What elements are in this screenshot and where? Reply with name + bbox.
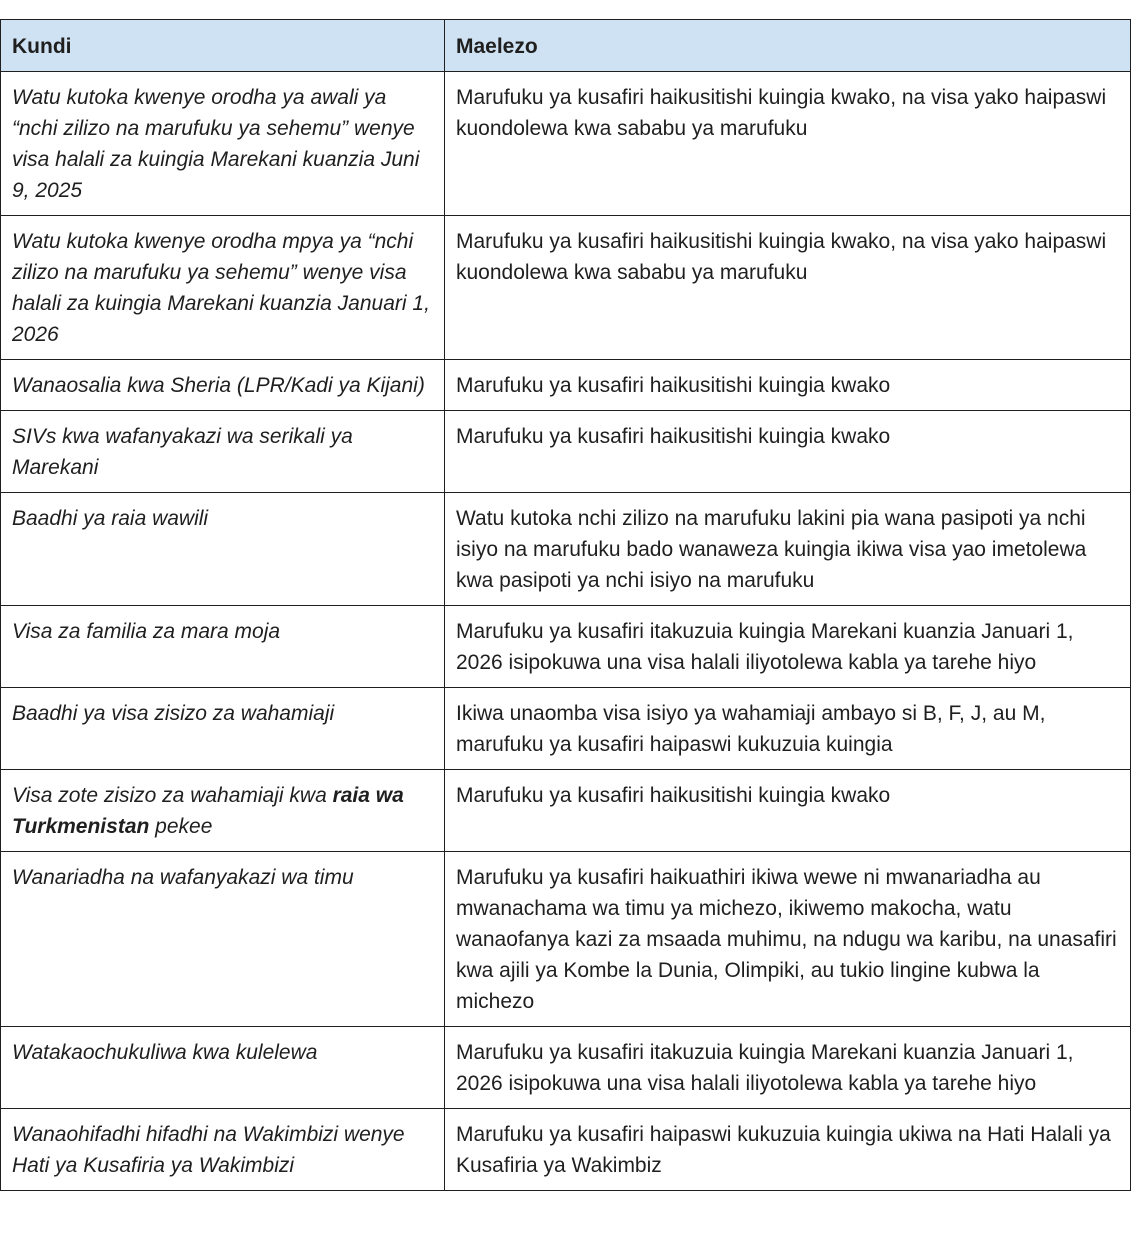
category-cell: Watakaochukuliwa kwa kulelewa [1, 1027, 445, 1109]
description-cell: Marufuku ya kusafiri itakuzuia kuingia Marekani kuanzia Januari 1, 2026 isipokuwa una visa halali iliyotolewa kabla ya tarehe hiyo [445, 1027, 1131, 1109]
description-cell: Ikiwa unaomba visa isiyo ya wahamiaji ambayo si B, F, J, au M, marufuku ya kusafiri haipaswi kukuzuia kuingia [445, 688, 1131, 770]
table-header-row [1, 20, 1131, 72]
table-row [1, 493, 1131, 606]
description-cell: Watu kutoka nchi zilizo na marufuku lakini pia wana pasipoti ya nchi isiyo na marufuku bado wanaweza kuingia ikiwa visa yao imetolewa kwa pasipoti ya nchi isiyo na marufuku [445, 493, 1131, 606]
category-cell: Watu kutoka kwenye orodha ya awali ya “nchi zilizo na marufuku ya sehemu” wenye visa halali za kuingia Marekani kuanzia Juni 9, 2025 [1, 72, 445, 216]
table-row [1, 688, 1131, 770]
category-text-bold: raia wa Turkmenistan [12, 784, 404, 838]
description-cell: Marufuku ya kusafiri haikusitishi kuingia kwako [445, 360, 1131, 411]
table-row [1, 411, 1131, 493]
travel-ban-table-container [0, 19, 1130, 1191]
category-text-pre: Visa zote zisizo za wahamiaji kwa [12, 784, 333, 807]
category-cell: Watu kutoka kwenye orodha mpya ya “nchi zilizo na marufuku ya sehemu” wenye visa halali za kuingia Marekani kuanzia Januari 1, 2026 [1, 216, 445, 360]
column-header-description: Maelezo [445, 20, 1131, 72]
table-row [1, 72, 1131, 216]
table-row [1, 852, 1131, 1027]
description-cell: Marufuku ya kusafiri haikusitishi kuingia kwako, na visa yako haipaswi kuondolewa kwa sababu ya marufuku [445, 216, 1131, 360]
table-row [1, 1027, 1131, 1109]
category-cell: Baadhi ya raia wawili [1, 493, 445, 606]
category-cell: Baadhi ya visa zisizo za wahamiaji [1, 688, 445, 770]
description-cell: Marufuku ya kusafiri haikusitishi kuingia kwako [445, 770, 1131, 852]
table-row [1, 216, 1131, 360]
column-header-category: Kundi [1, 20, 445, 72]
description-cell: Marufuku ya kusafiri itakuzuia kuingia Marekani kuanzia Januari 1, 2026 isipokuwa una visa halali iliyotolewa kabla ya tarehe hiyo [445, 606, 1131, 688]
category-cell [1, 770, 445, 852]
description-cell: Marufuku ya kusafiri haikusitishi kuingia kwako [445, 411, 1131, 493]
table-row [1, 606, 1131, 688]
category-cell: Wanaosalia kwa Sheria (LPR/Kadi ya Kijani) [1, 360, 445, 411]
category-cell: Wanaohifadhi hifadhi na Wakimbizi wenye Hati ya Kusafiria ya Wakimbizi [1, 1109, 445, 1191]
description-cell: Marufuku ya kusafiri haipaswi kukuzuia kuingia ukiwa na Hati Halali ya Kusafiria ya Wakimbiz [445, 1109, 1131, 1191]
category-text-post: pekee [149, 815, 213, 838]
table-row [1, 770, 1131, 852]
description-cell: Marufuku ya kusafiri haikusitishi kuingia kwako, na visa yako haipaswi kuondolewa kwa sababu ya marufuku [445, 72, 1131, 216]
table-row [1, 1109, 1131, 1191]
category-cell: Wanariadha na wafanyakazi wa timu [1, 852, 445, 1027]
description-cell: Marufuku ya kusafiri haikuathiri ikiwa wewe ni mwanariadha au mwanachama wa timu ya michezo, ikiwemo makocha, watu wanaofanya kazi za msaada muhimu, na ndugu wa karibu, na unasafiri kwa ajili ya Kombe la Dunia, Olimpiki, au tukio lingine kubwa la michezo [445, 852, 1131, 1027]
travel-ban-table [0, 19, 1131, 1191]
category-cell: SIVs kwa wafanyakazi wa serikali ya Marekani [1, 411, 445, 493]
table-row [1, 360, 1131, 411]
category-cell: Visa za familia za mara moja [1, 606, 445, 688]
